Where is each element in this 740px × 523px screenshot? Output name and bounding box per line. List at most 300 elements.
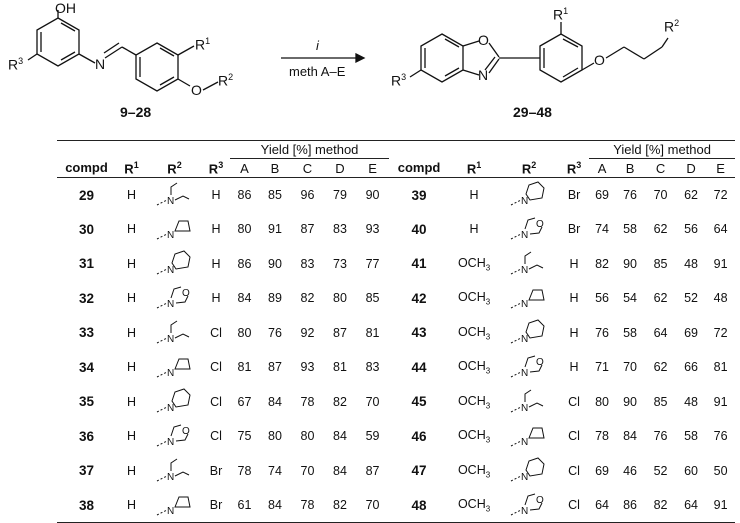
product-o-label: O — [478, 32, 489, 48]
r2-amine — [147, 281, 202, 316]
r1-letter: R — [195, 36, 206, 53]
och-subscript: 3 — [485, 470, 491, 479]
svg-text:N: N — [521, 368, 529, 380]
product-benzoxazole — [410, 34, 519, 82]
och-text: OCH — [457, 359, 486, 373]
table-row — [57, 212, 735, 247]
yield-method-b: 70 — [623, 360, 638, 375]
pyr-structure-icon — [509, 284, 549, 312]
r1-value — [449, 247, 499, 282]
yield-method-a: 75 — [237, 429, 252, 444]
NEt2-structure-icon — [509, 388, 549, 416]
svg-text:N: N — [521, 230, 529, 242]
pyr-structure-icon — [155, 215, 195, 243]
yield-method-e: 93 — [365, 222, 380, 237]
p-r3-letter: R — [391, 72, 402, 89]
r3-value: H — [569, 256, 579, 271]
r1-value: H — [126, 498, 137, 512]
och-subscript: 3 — [485, 297, 491, 307]
NEt2-structure-icon — [509, 250, 549, 278]
yield-method-d: 69 — [684, 325, 699, 340]
r1-value: H — [469, 188, 479, 202]
yield-method-e: 91 — [713, 256, 728, 271]
yield-method-a: 64 — [595, 498, 610, 512]
yield-method-b: 87 — [268, 360, 282, 375]
svg-text:N: N — [521, 506, 529, 517]
NEt2-structure-icon — [155, 181, 195, 209]
pip-structure-icon — [155, 388, 195, 416]
col-r3-2 — [559, 159, 589, 178]
product-n-label: N — [478, 67, 489, 83]
yield-method-e: 87 — [365, 463, 380, 478]
svg-text:O: O — [181, 288, 190, 300]
col-r2-2 — [499, 159, 559, 178]
NEt2-structure-icon — [155, 457, 195, 485]
col-r2-letter-2: R — [521, 160, 532, 176]
yield-method-e: 70 — [365, 498, 380, 512]
yield-method-e: 59 — [365, 429, 380, 444]
yield-method-c: 62 — [653, 222, 668, 237]
yield-method-e: 81 — [713, 360, 728, 375]
r2-amine — [499, 178, 559, 213]
yield-method-d: 84 — [333, 429, 347, 444]
och-subscript: 3 — [485, 263, 491, 272]
r1-value: H — [126, 463, 137, 478]
col-r1-sup-2: 1 — [476, 159, 482, 170]
yield-method-b: 84 — [268, 498, 282, 512]
r2-amine — [499, 247, 559, 282]
yield-method-c: 85 — [653, 256, 668, 271]
yield-method-a: 56 — [595, 291, 610, 306]
table-row — [57, 454, 735, 489]
compound-number: 35 — [78, 394, 95, 410]
yield-method-d: 84 — [333, 463, 347, 478]
yield-method-e: 76 — [713, 429, 728, 444]
reactant-r1-label — [195, 36, 210, 53]
col-r2 — [147, 159, 202, 178]
compound-number: 32 — [78, 290, 95, 306]
r3-value: Cl — [210, 429, 222, 444]
yield-method-e: 90 — [365, 188, 380, 202]
p-r2-letter: R — [664, 18, 675, 35]
col-method-a: A — [240, 160, 249, 176]
reactant-r3-label — [8, 56, 23, 73]
r2-amine — [147, 419, 202, 454]
yield-method-c: 64 — [653, 325, 668, 340]
r3-value: H — [569, 325, 579, 340]
compound-number: 39 — [411, 187, 427, 203]
och-text: OCH — [457, 462, 486, 477]
pyr-structure-icon — [509, 422, 549, 450]
r1-value: H — [126, 394, 137, 409]
col-r1-letter: R — [124, 160, 134, 176]
yield-method-c: 78 — [300, 394, 315, 409]
yield-method-d: 79 — [333, 188, 347, 202]
col-r1-sup: 1 — [133, 159, 139, 170]
yield-method-b: 91 — [268, 222, 282, 237]
col-method-d: D — [335, 160, 345, 176]
r3-value: H — [569, 360, 579, 375]
yield-method-b: 90 — [268, 256, 282, 271]
yield-method-b: 90 — [623, 256, 638, 271]
och-text: OCH — [457, 255, 486, 270]
col-r3-sup-2: 3 — [576, 159, 582, 170]
svg-text:N: N — [166, 437, 174, 449]
och-text: OCH — [457, 393, 486, 408]
r3-value: Br — [209, 463, 223, 478]
svg-text:N: N — [521, 264, 529, 276]
r1-value — [449, 419, 499, 454]
svg-text:N: N — [521, 402, 529, 414]
yield-method-c: 62 — [653, 291, 668, 306]
och-subscript: 3 — [485, 401, 491, 410]
pip-structure-icon — [509, 457, 549, 485]
yield-method-d: 56 — [684, 222, 699, 237]
yield-method-b: 76 — [623, 188, 638, 202]
col-r3-sup: 3 — [218, 159, 224, 170]
reactant-phenol-ring — [28, 10, 95, 66]
table-row — [57, 281, 735, 316]
reactant-o-label: O — [191, 82, 202, 98]
yield-method-a: 80 — [237, 325, 252, 340]
r2-amine — [147, 385, 202, 420]
r3-value: Cl — [210, 360, 222, 375]
col-method-d-2: D — [686, 160, 696, 176]
compound-number: 40 — [411, 221, 427, 237]
mor-structure-icon — [509, 491, 549, 519]
yield-method-a: 86 — [237, 188, 252, 202]
r2-amine — [499, 488, 559, 523]
r1-value: H — [469, 222, 479, 237]
arrow-reagent-label: i — [316, 38, 319, 53]
yield-method-a: 86 — [237, 256, 252, 271]
col-method-c: C — [302, 160, 313, 176]
blank-header-right — [389, 141, 589, 159]
r3-value: Br — [567, 188, 581, 202]
yield-group-header-left: Yield [%] method — [230, 141, 389, 159]
yield-method-c: 92 — [300, 325, 315, 340]
svg-text:N: N — [166, 196, 174, 207]
yield-method-e: 48 — [713, 291, 728, 306]
yield-method-c: 96 — [300, 188, 315, 202]
compound-number: 45 — [411, 394, 427, 410]
table-row — [57, 488, 735, 523]
r2-amine — [499, 281, 559, 316]
reactant-oh-label: OH — [55, 0, 76, 16]
yield-method-d: 60 — [684, 463, 699, 478]
r2-amine — [147, 350, 202, 385]
col-r1-2 — [449, 159, 499, 178]
svg-text:N: N — [166, 230, 174, 242]
yield-method-d: 62 — [684, 188, 699, 202]
r3-value: Cl — [568, 429, 580, 444]
yield-method-e: 77 — [365, 256, 380, 271]
yield-method-c: 82 — [653, 498, 668, 512]
col-r2-sup-2: 2 — [531, 159, 537, 170]
yield-method-d: 66 — [684, 360, 699, 375]
och-subscript: 3 — [485, 366, 491, 376]
compound-number: 41 — [411, 256, 427, 272]
reactant-r2-label — [218, 72, 233, 89]
yield-method-e: 70 — [365, 394, 380, 409]
product-o-ether-label: O — [594, 52, 605, 68]
compound-number: 47 — [411, 463, 427, 479]
table-column-header-row — [57, 159, 735, 178]
col-r3 — [202, 159, 230, 178]
yield-method-e: 83 — [365, 360, 380, 375]
r3-value: Cl — [568, 498, 580, 512]
yield-method-c: 78 — [300, 498, 315, 512]
product-r3-label — [391, 72, 406, 89]
table-row — [57, 178, 735, 213]
yield-method-d: 81 — [333, 360, 347, 375]
och-text: OCH — [457, 496, 486, 511]
r2-amine — [147, 488, 202, 523]
svg-text:O: O — [536, 495, 544, 506]
col-method-a-2: A — [597, 160, 607, 176]
r1-value: H — [126, 291, 137, 306]
col-compd-2: compd — [397, 160, 441, 176]
mor-structure-icon — [509, 353, 549, 381]
r1-value — [449, 281, 499, 316]
table-row — [57, 385, 735, 420]
yield-method-b: 86 — [623, 498, 638, 512]
yield-method-c: 93 — [300, 360, 315, 375]
yield-method-a: 82 — [595, 256, 610, 271]
reactant-n-label: N — [95, 56, 106, 72]
r3-value: Cl — [210, 325, 222, 340]
svg-text:N: N — [166, 368, 174, 380]
svg-text:N: N — [166, 402, 174, 414]
yield-method-b: 89 — [268, 291, 282, 306]
yield-group-header-right: Yield [%] method — [589, 141, 735, 159]
product-r2-label — [664, 18, 679, 35]
p-r1-letter: R — [553, 6, 564, 23]
pip-structure-icon — [509, 181, 549, 209]
compound-number: 46 — [411, 428, 427, 444]
pip-structure-icon — [155, 250, 195, 278]
yield-method-d: 52 — [684, 291, 699, 306]
compound-number: 31 — [78, 256, 95, 272]
yield-method-e: 91 — [713, 498, 728, 512]
yield-method-b: 80 — [268, 429, 282, 444]
r3-value: Cl — [568, 394, 580, 409]
och-subscript: 3 — [485, 435, 491, 445]
r2-amine — [499, 350, 559, 385]
r2-amine — [499, 212, 559, 247]
yield-method-c: 87 — [300, 222, 315, 237]
yield-method-c: 82 — [300, 291, 315, 306]
compound-number: 44 — [411, 359, 427, 375]
yield-method-c: 70 — [653, 188, 668, 202]
yield-method-e: 72 — [713, 325, 728, 340]
col-method-e: E — [368, 160, 377, 176]
yield-method-e: 91 — [713, 394, 728, 409]
r3-value: H — [211, 256, 221, 271]
r2-amine — [147, 212, 202, 247]
r1-value: H — [126, 222, 137, 237]
svg-text:N: N — [166, 264, 174, 276]
yield-method-c: 70 — [300, 463, 315, 478]
mor-structure-icon — [509, 215, 549, 243]
yield-method-b: 74 — [268, 463, 282, 478]
yield-method-a: 67 — [237, 394, 252, 409]
r1-value: H — [126, 360, 137, 375]
svg-text:N: N — [521, 196, 529, 207]
col-method-b-2: B — [625, 160, 635, 176]
och-subscript: 3 — [485, 504, 491, 514]
r3-value: Cl — [568, 463, 580, 478]
arrow-method-label: meth A–E — [289, 64, 346, 79]
och-subscript: 3 — [485, 332, 491, 341]
yield-method-d: 48 — [684, 394, 699, 409]
product-compound-label: 29–48 — [513, 104, 552, 120]
yield-method-b: 84 — [623, 429, 638, 444]
svg-text:O: O — [536, 357, 544, 369]
r1-value — [449, 488, 499, 523]
compound-number: 43 — [411, 325, 427, 341]
yield-method-a: 74 — [595, 222, 610, 237]
mor-structure-icon — [155, 422, 195, 450]
r2-superscript: 2 — [228, 72, 234, 82]
blank-header-left — [57, 141, 230, 159]
r1-value — [449, 385, 499, 420]
yield-method-d: 58 — [684, 429, 699, 444]
col-r2-letter: R — [167, 160, 177, 176]
p-r3-superscript: 3 — [401, 72, 407, 82]
svg-text:N: N — [166, 299, 174, 311]
svg-text:O: O — [536, 219, 544, 231]
reactant-compound-label: 9–28 — [120, 104, 152, 120]
yield-method-e: 81 — [365, 325, 380, 340]
scheme-drawing — [0, 0, 740, 135]
yield-method-c: 76 — [653, 429, 668, 444]
mor-structure-icon — [155, 284, 195, 312]
pyr-structure-icon — [155, 491, 195, 519]
svg-text:N: N — [166, 333, 174, 345]
reaction-arrow — [281, 54, 364, 62]
r2-amine — [499, 454, 559, 489]
yield-method-d: 87 — [333, 325, 347, 340]
col-r2-sup: 2 — [176, 159, 182, 170]
yield-method-a: 69 — [595, 463, 610, 478]
compound-number: 33 — [78, 325, 95, 341]
col-r3-letter-2: R — [566, 160, 577, 176]
col-method-c-2: C — [655, 160, 666, 176]
yield-method-d: 80 — [333, 291, 347, 306]
yield-method-d: 83 — [333, 222, 347, 237]
r1-value: H — [126, 429, 137, 444]
yield-method-a: 76 — [595, 325, 610, 340]
yield-method-d: 82 — [333, 394, 347, 409]
yield-method-a: 80 — [595, 394, 610, 409]
och-text: OCH — [457, 428, 486, 442]
svg-text:N: N — [166, 471, 174, 483]
table-row — [57, 316, 735, 351]
compound-number: 48 — [411, 497, 427, 513]
yield-method-e: 64 — [713, 222, 728, 237]
r2-amine — [499, 385, 559, 420]
yield-method-d: 48 — [684, 256, 699, 271]
yield-method-b: 85 — [268, 188, 282, 202]
svg-text:N: N — [521, 299, 529, 311]
yield-method-e: 85 — [365, 291, 380, 306]
r2-amine — [499, 419, 559, 454]
yield-method-e: 72 — [713, 188, 728, 202]
yield-method-b: 58 — [623, 222, 638, 237]
r3-value: H — [211, 291, 221, 306]
svg-text:N: N — [521, 437, 529, 449]
r1-value: H — [126, 256, 137, 271]
yield-table-body — [57, 178, 735, 523]
compound-number: 29 — [78, 187, 95, 203]
yield-method-b: 58 — [623, 325, 638, 340]
r3-value: H — [211, 188, 221, 202]
yield-method-b: 76 — [268, 325, 282, 340]
svg-text:O: O — [181, 426, 190, 438]
r3-letter: R — [8, 56, 19, 73]
och-text: OCH — [457, 324, 486, 339]
svg-text:N: N — [521, 333, 529, 345]
r3-superscript: 3 — [18, 56, 24, 66]
yield-method-c: 83 — [300, 256, 315, 271]
yield-method-c: 62 — [653, 360, 668, 375]
p-r2-superscript: 2 — [674, 18, 680, 28]
r3-value: Br — [567, 222, 581, 237]
yield-method-a: 69 — [595, 188, 610, 202]
r1-value — [449, 454, 499, 489]
r3-value: Cl — [210, 394, 222, 409]
r2-amine — [147, 316, 202, 351]
compound-number: 37 — [78, 463, 95, 479]
r2-amine — [147, 247, 202, 282]
table-row — [57, 247, 735, 282]
r2-letter: R — [218, 72, 229, 89]
yield-method-a: 80 — [237, 222, 252, 237]
compound-number: 38 — [78, 497, 95, 513]
yield-method-b: 54 — [623, 291, 638, 306]
r1-value: H — [126, 325, 137, 340]
product-r1-label — [553, 6, 568, 23]
och-text: OCH — [457, 290, 486, 304]
svg-text:N: N — [521, 471, 529, 483]
yield-method-b: 90 — [623, 394, 638, 409]
yield-method-d: 73 — [333, 256, 347, 271]
r2-amine — [147, 454, 202, 489]
r1-value — [449, 350, 499, 385]
yield-table — [57, 140, 735, 523]
yield-method-b: 84 — [268, 394, 282, 409]
yield-method-c: 80 — [300, 429, 315, 444]
pip-structure-icon — [509, 319, 549, 347]
reactant-imine — [104, 43, 136, 58]
table-row — [57, 350, 735, 385]
r2-amine — [499, 316, 559, 351]
svg-text:N: N — [166, 506, 174, 517]
table-group-header-row — [57, 141, 735, 159]
col-compd: compd — [65, 160, 108, 176]
yield-method-a: 84 — [237, 291, 252, 306]
compound-number: 30 — [78, 221, 95, 237]
yield-method-c: 52 — [653, 463, 668, 478]
yield-method-a: 71 — [595, 360, 610, 375]
r1-value: H — [126, 188, 137, 202]
yield-method-c: 85 — [653, 394, 668, 409]
r3-value: Br — [209, 498, 223, 512]
yield-method-e: 50 — [713, 463, 728, 478]
compound-number: 42 — [411, 290, 427, 306]
col-method-e-2: E — [716, 160, 725, 176]
